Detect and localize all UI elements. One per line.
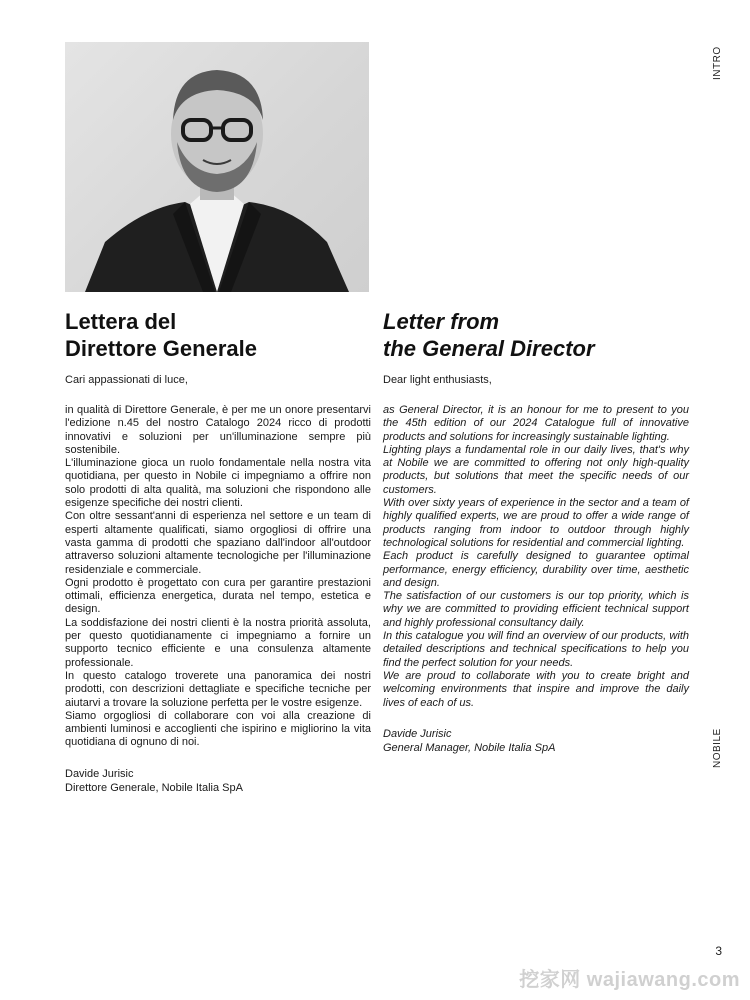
english-paragraph: With over sixty years of experience in the sector and a team of highly qualified experts, we are proud to offer a wide range of products ranging from indoor to outdoor through highly technological solutions for residential and commercial lighting. <box>383 497 689 549</box>
italian-paragraph: Siamo orgogliosi di collaborare con voi alla creazione di ambienti luminosi e accoglienti che ispirino e migliorino la vita quotidiana di ognuno di noi. <box>65 709 371 749</box>
english-paragraph: In this catalogue you will find an overview of our products, with detailed descriptions and technical specifications to help you find the perfect solution for your needs. <box>383 630 689 669</box>
italian-title-line-1: Lettera del <box>65 309 177 334</box>
english-title-line-1: Letter from <box>383 309 500 334</box>
italian-signature-role: Direttore Generale, Nobile Italia SpA <box>65 781 243 794</box>
english-signature-role: General Manager, Nobile Italia SpA <box>383 741 556 754</box>
italian-paragraph: in qualità di Direttore Generale, è per me un onore presentarvi l'edizione n.45 del nostro Catalogo 2024 ricco di prodotti innovativi e soluzioni per un'illuminazione sempre più sostenibile. <box>65 404 371 456</box>
italian-letter-title <box>65 308 371 362</box>
english-letter-body <box>383 404 689 710</box>
site-watermark: 挖家网 wajiawang.com <box>519 969 740 991</box>
english-greeting: Dear light enthusiasts, <box>383 374 492 386</box>
english-paragraph: We are proud to collaborate with you to create bright and welcoming environments that inspire and improve the daily lives of each of us. <box>383 669 689 709</box>
italian-signature <box>65 767 371 795</box>
brand-label-nobile: NOBILE <box>712 728 723 768</box>
english-paragraph: as General Director, it is an honour for me to present to you the 45th edition of our 2024 Catalogue full of innovative products and solutions for increasingly sustainable lighting. <box>383 404 689 443</box>
page-number: 3 <box>715 944 722 958</box>
italian-paragraph: Con oltre sessant'anni di esperienza nel settore e un team di esperti altamente qualificati, siamo orgogliosi di offrire una vasta gamma di prodotti che spaziano dall'indoor all'outdoor attraverso soluzioni altamente tecnologiche per l'illuminazione residenziale e commerciale. <box>65 510 371 576</box>
italian-paragraph: L'illuminazione gioca un ruolo fondamentale nella nostra vita quotidiana, per questo in Nobile ci impegniamo a offrire non solo prodotti di alta qualità, ma soluzioni che rispondono alle esigenze specifiche dei nostri clienti. <box>65 457 371 510</box>
english-letter-column <box>383 308 689 755</box>
italian-letter-body <box>65 404 371 750</box>
director-portrait-photo <box>65 42 369 292</box>
italian-signature-name: Davide Jurisic <box>65 767 134 780</box>
italian-greeting: Cari appassionati di luce, <box>65 374 188 386</box>
italian-title-line-2: Direttore Generale <box>65 336 257 361</box>
italian-paragraph: In questo catalogo troverete una panoramica dei nostri prodotti, con descrizioni dettagliate e specifiche tecniche per aiutarvi a trovare la soluzione perfetta per le vostre esigenze. <box>65 669 371 709</box>
italian-paragraph: Ogni prodotto è progettato con cura per garantire prestazioni ottimali, efficienza energetica, durata nel tempo, estetica e design. <box>65 576 371 616</box>
english-signature <box>383 727 689 755</box>
english-signature-name: Davide Jurisic <box>383 727 452 740</box>
english-paragraph: Each product is carefully designed to guarantee optimal performance, energy efficiency, durability over time, aesthetic and design. <box>383 550 689 589</box>
english-title-line-2: the General Director <box>383 336 595 361</box>
italian-letter-column <box>65 308 371 795</box>
english-letter-title <box>383 308 689 362</box>
english-paragraph: The satisfaction of our customers is our top priority, which is why we are committed to providing efficient technical support and highly professional consultancy daily. <box>383 590 689 629</box>
italian-paragraph: La soddisfazione dei nostri clienti è la nostra priorità assoluta, per questo quotidianamente ci impegniamo a fornire un supporto tecnico efficiente e una consulenza altamente professionale. <box>65 616 371 669</box>
section-label-intro: INTRO <box>712 46 723 80</box>
english-paragraph: Lighting plays a fundamental role in our daily lives, that's why at Nobile we are committed to offering not only high-quality products, but solutions that meet the specific needs of our customers. <box>383 443 689 496</box>
